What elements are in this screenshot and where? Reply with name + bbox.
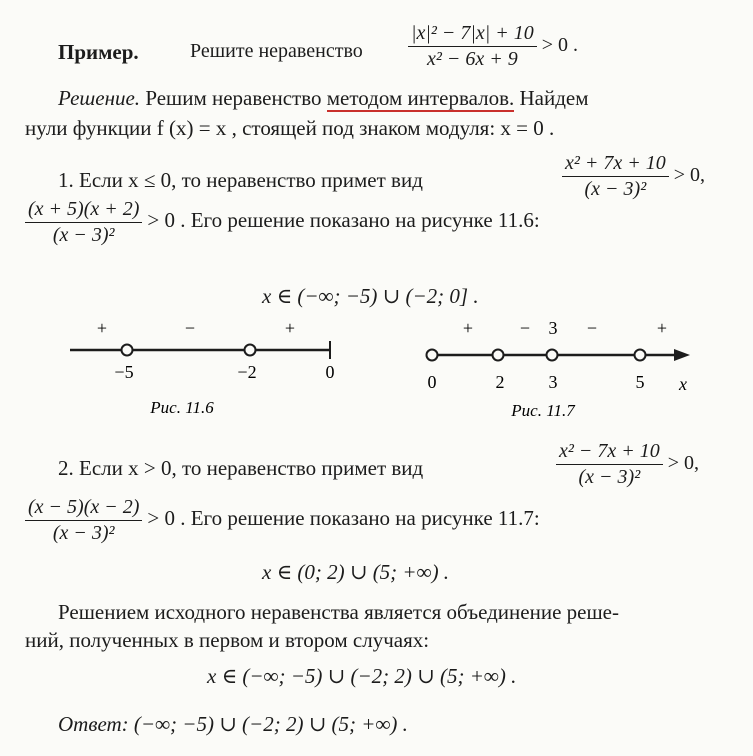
- case1-numerator-2: (x + 5)(x + 2): [25, 198, 142, 223]
- fig6-open-point-2: [245, 345, 256, 356]
- figures: [0, 310, 753, 430]
- case1-inequality: [562, 152, 705, 201]
- figure-11-6: [70, 318, 335, 417]
- main-numerator: |x|² − 7|x| + 10: [408, 22, 537, 47]
- case2-fraction: [556, 440, 663, 489]
- case2-denominator: (x − 3)²: [578, 466, 641, 488]
- case2-rhs-2: > 0 . Его решение показано на рисунке 11.7:: [147, 506, 540, 531]
- fig7-label-4: 5: [635, 372, 645, 392]
- figure-11-7: [427, 318, 691, 420]
- fig6-sign-1: +: [96, 318, 108, 338]
- case2-fraction-2: [25, 496, 142, 545]
- fig7-arrow-icon: [674, 349, 690, 361]
- case1-numerator: x² + 7x + 10: [562, 152, 669, 177]
- case1-rhs: > 0,: [673, 164, 706, 187]
- fig6-label-3: 0: [325, 362, 335, 382]
- case2-denominator-2: (x − 3)²: [52, 522, 115, 544]
- conclusion-line-2: ний, полученных в первом и втором случаях:: [25, 628, 430, 652]
- fig7-open-point-3: [547, 350, 558, 361]
- case2-numerator-2: (x − 5)(x − 2): [25, 496, 142, 521]
- main-fraction: [408, 22, 537, 71]
- case1-denominator: (x − 3)²: [584, 178, 647, 200]
- main-inequality: [408, 22, 578, 71]
- case2-answer: x ∈ (0; 2) ∪ (5; +∞) .: [262, 560, 450, 584]
- solution-line-1: [58, 86, 589, 111]
- solution-label: Решение.: [58, 86, 141, 110]
- fig7-open-point-5: [635, 350, 646, 361]
- solution-line-2: нули функции f (x) = x , стоящей под знаком модуля: x = 0 .: [25, 116, 555, 140]
- conclusion-answer: x ∈ (−∞; −5) ∪ (−2; 2) ∪ (5; +∞) .: [207, 664, 517, 688]
- solution-text-2: Найдем: [519, 86, 589, 110]
- fig7-axis-label: x: [679, 374, 687, 394]
- case2-inequality: [556, 440, 699, 489]
- fig7-sign-5: +: [656, 318, 668, 338]
- fig7-caption: Рис. 11.7: [511, 401, 575, 420]
- main-rhs: > 0 .: [541, 34, 579, 57]
- solution-text-1: Решим неравенство: [145, 86, 322, 110]
- case2-numerator: x² − 7x + 10: [556, 440, 663, 465]
- case1-text: 1. Если x ≤ 0, то неравенство примет вид: [58, 168, 423, 192]
- fig7-label-3: 3: [548, 372, 558, 392]
- fig6-caption: Рис. 11.6: [150, 398, 214, 417]
- fig7-open-point-2: [493, 350, 504, 361]
- example-label: Пример.: [58, 40, 139, 64]
- task-text: Решите неравенство: [190, 40, 363, 62]
- case1-rhs-2: > 0 . Его решение показано на рисунке 11.6:: [147, 208, 540, 233]
- case1-answer: x ∈ (−∞; −5) ∪ (−2; 0] .: [262, 284, 479, 308]
- case1-line-2: [25, 198, 540, 247]
- method-link: методом интервалов.: [326, 86, 515, 110]
- fig7-sign-4: −: [586, 318, 598, 338]
- conclusion-line-1: Решением исходного неравенства является объединение реше-: [58, 600, 619, 624]
- case1-denominator-2: (x − 3)²: [52, 224, 115, 246]
- main-denominator: x² − 6x + 9: [426, 48, 518, 70]
- case2-rhs: > 0,: [667, 452, 700, 475]
- fig7-label-1: 0: [427, 372, 437, 392]
- case2-text: 2. Если x > 0, то неравенство примет вид: [58, 456, 424, 480]
- case1-fraction-2: [25, 198, 142, 247]
- fig6-open-point-1: [122, 345, 133, 356]
- fig7-label-2: 2: [495, 372, 505, 392]
- fig7-sign-1: +: [462, 318, 474, 338]
- fig7-sign-2: −: [519, 318, 531, 338]
- fig6-label-2: −2: [237, 362, 257, 382]
- fig6-sign-3: +: [284, 318, 296, 338]
- fig7-sign-3: 3: [548, 318, 558, 338]
- final-answer: [58, 712, 408, 737]
- fig6-sign-2: −: [184, 318, 196, 338]
- fig7-open-point-0: [427, 350, 438, 361]
- case1-fraction: [562, 152, 669, 201]
- fig6-label-1: −5: [114, 362, 134, 382]
- final-label: Ответ:: [58, 712, 129, 736]
- case2-line-2: [25, 496, 540, 545]
- final-value: (−∞; −5) ∪ (−2; 2) ∪ (5; +∞) .: [133, 712, 408, 736]
